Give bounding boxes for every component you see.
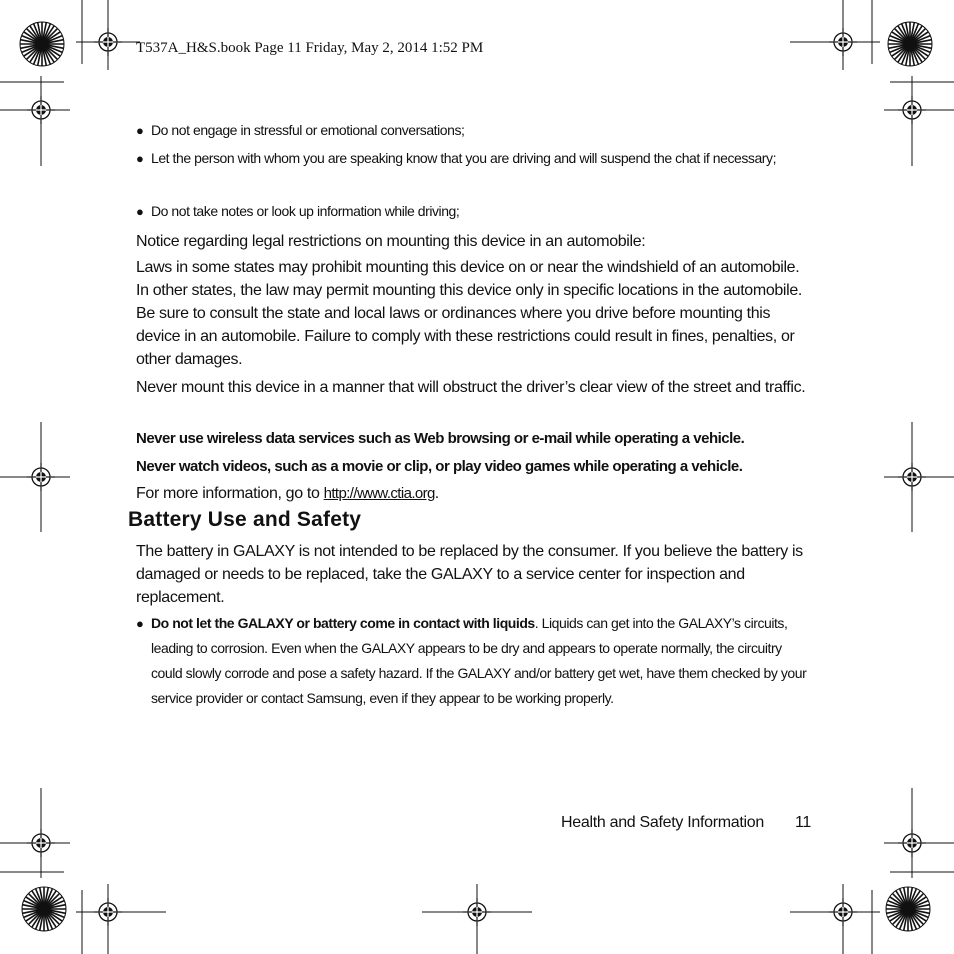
list-item: ● Do not let the GALAXY or battery come in contact with liquids. Liquids can get into the GALAXY’s circuits, leading to corrosion. Even when the GALAXY appears to be dry and appears to operate normally, the circuitry could slowly corrode and pose a safety hazard. If the GALAXY and/or battery get wet, have them checked by your service provider or contact Samsung, even if they appear to be working properly. (136, 611, 816, 711)
battery-intro-paragraph: The battery in GALAXY is not intended to be replaced by the consumer. If you believe the battery is damaged or needs to be replaced, take the GALAXY to a service center for inspection and replacement. (136, 543, 803, 606)
bullet-dot-icon: ● (136, 151, 144, 166)
bullet-dot-icon: ● (136, 204, 144, 219)
more-info-paragraph: For more information, go to http://www.ctia.org. (136, 485, 439, 502)
wireless-warning: Never use wireless data services such as Web browsing or e-mail while operating a vehicle. (136, 430, 745, 447)
section-heading: Battery Use and Safety (128, 508, 362, 531)
bullet-dot-icon: ● (136, 123, 144, 138)
notice-paragraph: Notice regarding legal restrictions on mounting this device in an automobile: (136, 233, 646, 250)
videos-warning: Never watch videos, such as a movie or clip, or play video games while operating a vehicle. (136, 458, 743, 475)
list-item: ● Do not take notes or look up information while driving; (136, 199, 816, 224)
ctia-link[interactable]: http://www.ctia.org (323, 485, 435, 502)
laws-paragraph: Laws in some states may prohibit mounting this device on or near the windshield of an automobile. In other states, the law may permit mounting this device only in specific locations in the automobile. Be sure to consult the state and local laws or ordinances where you drive before mounting this device in an automobile. Failure to comply with these restrictions could result in fines, penalties, or other damages. (136, 259, 802, 368)
liquids-warning-bold: Do not let the GALAXY or battery come in contact with liquids (151, 615, 535, 631)
footer-title: Health and Safety Information (561, 814, 764, 831)
list-item: ● Let the person with whom you are speaking know that you are driving and will suspend the chat if necessary; (136, 146, 816, 171)
print-slug-line: T537A_H&S.book Page 11 Friday, May 2, 2014 1:52 PM (136, 40, 484, 56)
bullet-dot-icon: ● (136, 616, 144, 631)
never-mount-paragraph: Never mount this device in a manner that will obstruct the driver’s clear view of the street and traffic. (136, 379, 806, 396)
list-item: ● Do not engage in stressful or emotional conversations; (136, 118, 816, 143)
page-number: 11 (795, 814, 812, 831)
